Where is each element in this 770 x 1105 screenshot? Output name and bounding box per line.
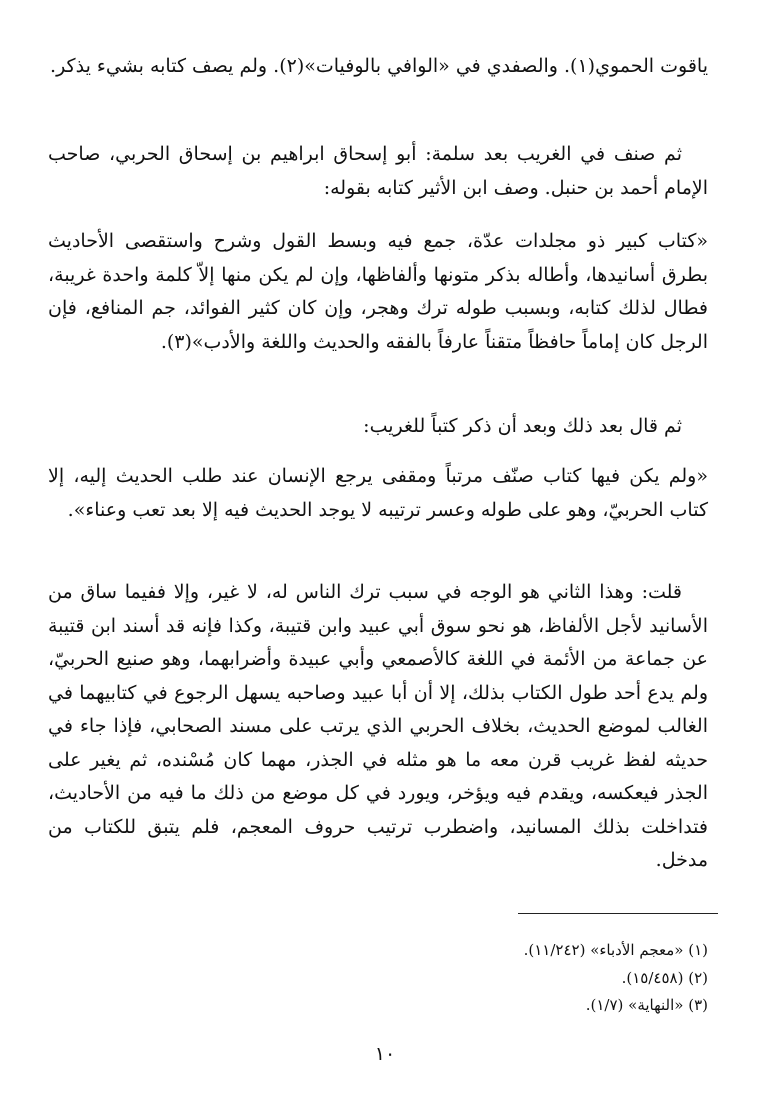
paragraph-continuation: ياقوت الحموي(١). والصفدي في «الوافي بالوفيات»(٢). ولم يصف كتابه بشيء يذكر.	[50, 55, 708, 77]
paragraph-commentary: قلت: وهذا الثاني هو الوجه في سبب ترك الناس له، لا غير، وإلا ففيما ساق من الأسانيد لأجل الألفاظ، هو نحو سوق أبي عبيد وابن قتيبة، وكذا فإنه قد أسند ابن قتيبة عن جماعة من الأئمة في اللغة كالأصمعي وأبي عبيدة وأضرابهما، وهو صنيع الحربيّ، ولم يدع أحد طول الكتاب بذلك، إلا أن أبا عبيد وصاحبه يسهل الرجوع في كتابيهما في الغالب لموضع الحديث، بخلاف الحربي الذي يرتب على مسند الصحابي، فإذا جاء في حديثه لفظ غريب قرن معه ما هو مثله في الجذر، مهما كان مُسْنده، ثم يغير على الجذر فيعكسه، ويقدم فيه ويؤخر، ويورد في كل موضع من ذلك ما فيه من الأحاديث، فتداخلت بذلك المسانيد، واضطرب ترتيب حروف المعجم، فلم يتبق للكتاب من مدخل.	[48, 581, 708, 871]
paragraph-transition: ثم قال بعد ذلك وبعد أن ذكر كتباً للغريب:	[363, 415, 682, 437]
footnote-divider	[518, 913, 718, 914]
footnote-1: (١) «معجم الأدباء» (١١/٢٤٢).	[523, 941, 708, 959]
quote-ibn-athir: «كتاب كبير ذو مجلدات عدّة، جمع فيه وبسط القول وشرح واستقصى الأحاديث بطرق أسانيدها، وأطاله بذكر متونها وألفاظها، وإن لم يكن منها إلاّ كلمة واحدة غريبة، فطال لذلك كتابه، وبسبب طوله ترك وهجر، وإن كان كثير الفوائد، جم المنافع، فإن الرجل كان إماماً حافظاً متقناً عارفاً بالفقه والحديث واللغة والأدب»(٣).	[48, 230, 708, 353]
paragraph-harbi-intro: ثم صنف في الغريب بعد سلمة: أبو إسحاق ابراهيم بن إسحاق الحربي، صاحب الإمام أحمد بن حنبل. وصف ابن الأثير كتابه بقوله:	[48, 143, 708, 199]
footnote-2: (٢) (١٥/٤٥٨).	[621, 969, 708, 987]
page-number: ١٠	[374, 1043, 396, 1065]
footnote-3: (٣) «النهاية» (١/٧).	[585, 996, 708, 1014]
quote-second: «ولم يكن فيها كتاب صنّف مرتباً ومقفى يرجع الإنسان عند طلب الحديث إليه، إلا كتاب الحربيّ، وهو على طوله وعسر ترتيبه لا يوجد الحديث فيه إلا بعد تعب وعناء».	[48, 465, 708, 521]
